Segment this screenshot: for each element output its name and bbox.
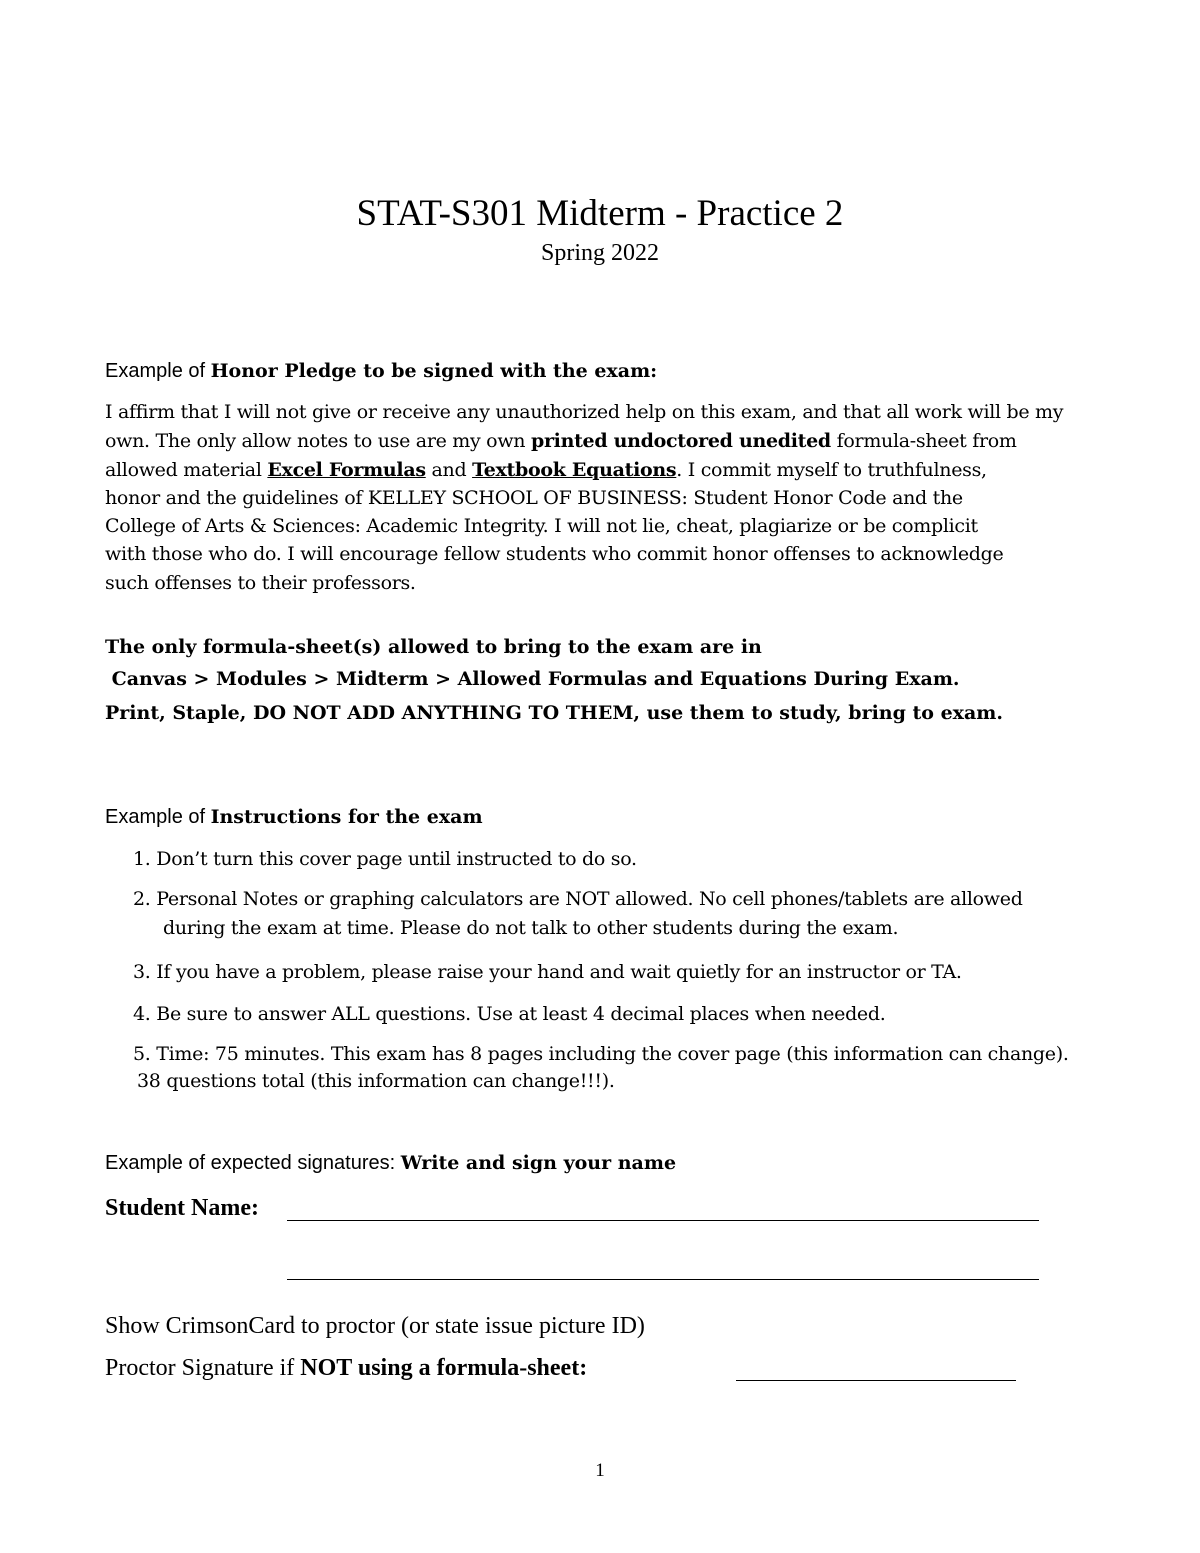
list-item-text: Personal Notes or graphing calculators are NOT allowed. No cell phones/tablets are allowed [156,888,1023,910]
pledge-line-3 [105,459,987,481]
student-name-label: Student Name: [105,1195,259,1221]
list-item-number: 1. [133,848,151,870]
textbook-equations-link[interactable]: Textbook Equations [472,459,677,481]
page-title: STAT-S301 Midterm - Practice 2 [356,193,844,234]
page-subtitle: Spring 2022 [540,240,659,266]
pledge-line-3-e: . I commit myself to truthfulness, [676,459,987,481]
excel-formulas-link[interactable]: Excel Formulas [267,459,426,481]
pledge-line-7: such offenses to their professors. [105,572,416,594]
honor-pledge-heading [105,358,657,383]
signatures-heading [105,1150,676,1175]
pledge-line-4: honor and the guidelines of KELLEY SCHOOL OF BUSINESS: Student Honor Code and the [105,487,963,509]
instructions-heading-bold: Instructions for the exam [210,806,483,828]
instructions-heading-prefix: Example of [105,806,211,828]
pledge-line-2 [105,430,1017,452]
formula-notice-line-2: Canvas > Modules > Midterm > Allowed Formulas and Equations During Exam. [105,668,960,690]
list-item [133,1003,885,1025]
list-item-text: Don’t turn this cover page until instructed to do so. [156,848,637,870]
instructions-heading [105,804,483,829]
list-item [133,1043,1069,1065]
list-item [133,888,1023,910]
show-card-text: Show CrimsonCard to proctor (or state issue picture ID) [105,1313,645,1339]
proctor-label-a: Proctor Signature if [105,1355,301,1381]
list-item-text: If you have a problem, please raise your hand and wait quietly for an instructor or TA. [156,961,962,983]
pledge-line-3-c: and [425,459,473,481]
list-item [133,848,637,870]
list-item-number: 3. [133,961,151,983]
formula-notice-line-3: Print, Staple, DO NOT ADD ANYTHING TO THEM, use them to study, bring to exam. [105,702,1004,724]
proctor-label-b: NOT using a formula-sheet: [300,1355,588,1381]
pledge-line-2-a: own. The only allow notes to use are my own [105,430,531,452]
student-signature-line[interactable] [287,1279,1039,1280]
signatures-heading-bold: Write and sign your name [400,1152,677,1174]
list-item-continuation: 38 questions total (this information can change!!!). [137,1070,615,1092]
honor-pledge-heading-bold: Honor Pledge to be signed with the exam: [210,360,658,382]
student-name-line[interactable] [287,1220,1039,1221]
proctor-signature-label [105,1355,587,1382]
list-item-number: 5. [133,1043,151,1065]
list-item-number: 2. [133,888,151,910]
list-item-number: 4. [133,1003,151,1025]
signatures-heading-prefix: Example of expected signatures: [105,1152,401,1174]
list-item-text: Be sure to answer ALL questions. Use at least 4 decimal places when needed. [156,1003,886,1025]
page-number: 1 [595,1460,605,1481]
formula-notice-line-1: The only formula-sheet(s) allowed to bring to the exam are in [105,636,762,658]
pledge-line-3-a: allowed material [105,459,268,481]
list-item [133,961,962,983]
pledge-line-1: I affirm that I will not give or receive any unauthorized help on this exam, and that all work will be my [105,401,1064,423]
list-item-continuation: during the exam at time. Please do not talk to other students during the exam. [163,917,899,939]
pledge-line-5: College of Arts & Sciences: Academic Integrity. I will not lie, cheat, plagiarize or be complicit [105,515,978,537]
list-item-text: Time: 75 minutes. This exam has 8 pages including the cover page (this information can change). [156,1043,1069,1065]
pledge-line-6: with those who do. I will encourage fellow students who commit honor offenses to acknowledge [105,543,1004,565]
honor-pledge-heading-prefix: Example of [105,360,211,382]
pledge-emphasis: printed undoctored unedited [530,430,831,452]
pledge-line-2-c: formula-sheet from [830,430,1017,452]
proctor-signature-line[interactable] [736,1380,1016,1381]
